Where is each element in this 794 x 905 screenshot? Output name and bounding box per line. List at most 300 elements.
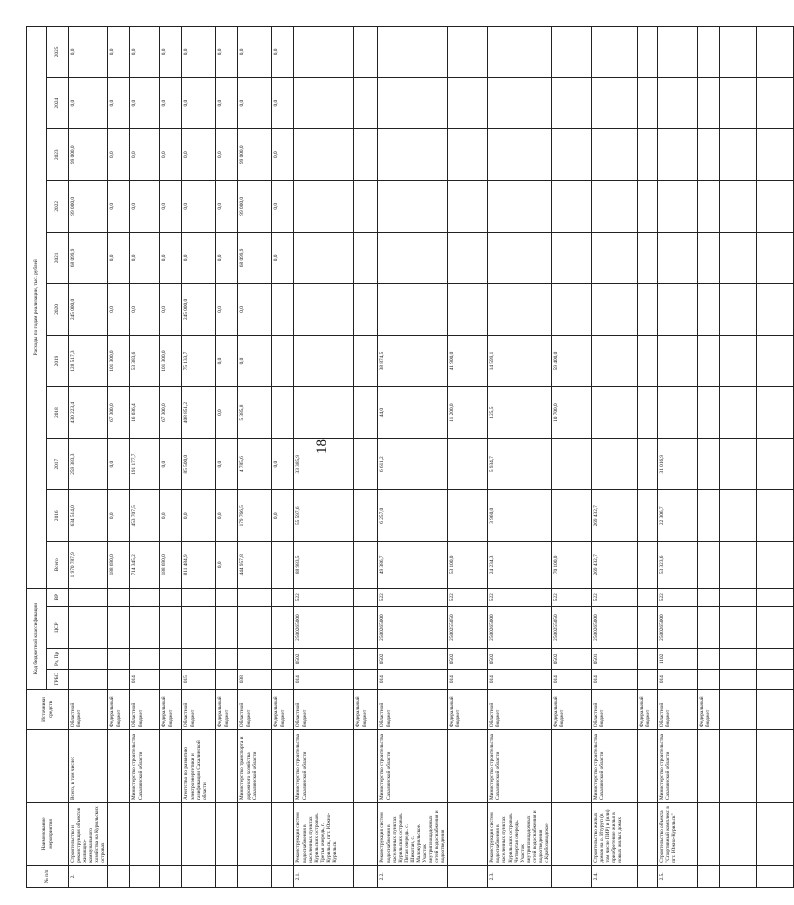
row-number-cell: [160, 865, 182, 887]
year-value-cell: 55 597,6: [294, 490, 354, 542]
year-value-cell: 0,0: [216, 232, 238, 284]
year-value-cell: [658, 27, 698, 78]
blank-cell: [757, 181, 794, 233]
year-value-cell: [448, 27, 488, 78]
executor-cell: [272, 730, 294, 803]
blank-cell: [720, 865, 757, 887]
year-value-cell: 6 257,0: [378, 490, 448, 542]
year-value-cell: [448, 284, 488, 336]
year-value-cell: [698, 438, 720, 490]
year-value-cell: [488, 27, 552, 78]
csr-cell: 2500265000: [378, 606, 448, 648]
year-value-cell: 0,0: [238, 77, 272, 129]
total-cell: 88 983,5: [294, 542, 354, 589]
csr-cell: [69, 606, 108, 648]
grbs-cell: 014: [552, 669, 592, 689]
table-row: [272, 27, 294, 888]
total-cell: [272, 542, 294, 589]
year-value-cell: 0,0: [272, 129, 294, 181]
year-value-cell: [488, 284, 552, 336]
year-value-cell: 0,0: [216, 181, 238, 233]
blank-cell: [720, 387, 757, 439]
event-name-cell: [272, 803, 294, 866]
grbs-cell: [108, 669, 130, 689]
rz-pr-cell: 0502: [378, 649, 448, 669]
year-value-cell: [552, 27, 592, 78]
blank-cell: [757, 803, 794, 866]
row-number-cell: [272, 865, 294, 887]
event-name-cell: [448, 803, 488, 866]
grbs-cell: 015: [182, 669, 216, 689]
table-row: [238, 27, 272, 888]
rz-pr-cell: [698, 649, 720, 669]
year-value-cell: [638, 387, 658, 439]
year-value-cell: 0,0: [108, 232, 130, 284]
year-value-cell: [294, 284, 354, 336]
year-value-cell: [552, 232, 592, 284]
year-value-cell: [638, 181, 658, 233]
row-number-cell: [108, 865, 130, 887]
header-bk-group: Код бюджетной классификации: [27, 588, 47, 689]
row-number-cell: 2.4.: [592, 865, 638, 887]
grbs-cell: [272, 669, 294, 689]
year-value-cell: 0,0: [69, 77, 108, 129]
year-value-cell: [552, 181, 592, 233]
total-cell: [638, 542, 658, 589]
csr-cell: [238, 606, 272, 648]
year-value-cell: 0,0: [182, 129, 216, 181]
year-value-cell: 5 385,8: [238, 387, 272, 439]
total-cell: 188 690,0: [108, 542, 130, 589]
year-value-cell: 4 785,6: [238, 438, 272, 490]
header-year: 2017: [47, 438, 69, 490]
year-value-cell: 0,0: [130, 232, 160, 284]
total-cell: [698, 542, 720, 589]
year-value-cell: [378, 181, 448, 233]
year-value-cell: 38 874,5: [378, 335, 448, 387]
header-year: 2019: [47, 335, 69, 387]
event-name-cell: Строительство объекта "Спортивный комплекс в пгт. Южно-Курильск": [658, 803, 698, 866]
year-value-cell: 14 599,1: [488, 335, 552, 387]
year-value-cell: [552, 438, 592, 490]
row-number-cell: 2.1.: [294, 865, 354, 887]
year-value-cell: [592, 335, 638, 387]
row-number-cell: [638, 865, 658, 887]
year-value-cell: [354, 490, 378, 542]
grbs-cell: [638, 669, 658, 689]
year-value-cell: 0,0: [216, 490, 238, 542]
table-row: [294, 27, 354, 888]
csr-cell: 2500265000: [592, 606, 638, 648]
year-value-cell: 0,0: [130, 284, 160, 336]
blank-cell: [720, 335, 757, 387]
row-number-cell: [182, 865, 216, 887]
year-value-cell: [698, 335, 720, 387]
vr-cell: 522: [658, 588, 698, 606]
csr-cell: [354, 606, 378, 648]
year-value-cell: [294, 77, 354, 129]
row-number-cell: [448, 865, 488, 887]
funding-source-cell: Областной бюджет: [182, 689, 216, 729]
year-value-cell: [354, 284, 378, 336]
rz-pr-cell: 0502: [294, 649, 354, 669]
rz-pr-cell: [108, 649, 130, 669]
year-value-cell: 44,0: [378, 387, 448, 439]
event-name-cell: Реконструкция систем водоснабжения в населенных пунктах Курильских островов. Третья очередь, г. Курильск, пгт. Южно-Курильск: [294, 803, 354, 866]
year-value-cell: 0,0: [130, 181, 160, 233]
row-number-cell: 2.3.: [488, 865, 552, 887]
year-value-cell: [448, 77, 488, 129]
csr-cell: 2500255050: [448, 606, 488, 648]
year-value-cell: 245 000,0: [182, 284, 216, 336]
total-cell: 70 100,0: [552, 542, 592, 589]
year-value-cell: [272, 284, 294, 336]
year-value-cell: [552, 129, 592, 181]
year-value-cell: 6 611,2: [378, 438, 448, 490]
blank-cell: [757, 232, 794, 284]
total-cell: 188 690,0: [160, 542, 182, 589]
executor-cell: Министерство строительства Сахалинской области: [592, 730, 638, 803]
year-value-cell: 0,0: [108, 490, 130, 542]
year-value-cell: 0,0: [182, 490, 216, 542]
year-value-cell: [354, 181, 378, 233]
header-year: 2016: [47, 490, 69, 542]
row-number-cell: [238, 865, 272, 887]
event-name-cell: [160, 803, 182, 866]
year-value-cell: [294, 181, 354, 233]
rz-pr-cell: [130, 649, 160, 669]
year-value-cell: 68 099,9: [69, 232, 108, 284]
year-value-cell: [354, 232, 378, 284]
year-value-cell: [488, 77, 552, 129]
year-value-cell: 259 383,3: [69, 438, 108, 490]
year-value-cell: [592, 77, 638, 129]
executor-cell: Министерство транспорта и дорожного хозяйства Сахалинской области: [238, 730, 272, 803]
table-row: [130, 27, 160, 888]
header-year: 2020: [47, 284, 69, 336]
vr-cell: [272, 588, 294, 606]
row-number-cell: 2.5.: [658, 865, 698, 887]
vr-cell: [108, 588, 130, 606]
year-value-cell: 0,0: [160, 27, 182, 78]
table-row: [448, 27, 488, 888]
funding-source-cell: Областной бюджет: [238, 689, 272, 729]
event-name-cell: Строительство и реконструкция объектов жилищно-коммунального хозяйства на Курильских островах: [69, 803, 108, 866]
year-value-cell: [552, 490, 592, 542]
vr-cell: [160, 588, 182, 606]
year-value-cell: [698, 387, 720, 439]
csr-cell: 2500265000: [488, 606, 552, 648]
blank-cell: [757, 27, 794, 78]
total-cell: 49 386,7: [378, 542, 448, 589]
funding-source-cell: Федеральный бюджет: [108, 689, 130, 729]
year-value-cell: 22 306,7: [658, 490, 698, 542]
blank-cell: [720, 438, 757, 490]
table-row: [658, 27, 698, 888]
vr-cell: 522: [488, 588, 552, 606]
blank-cell: [757, 387, 794, 439]
blank-cell: [720, 77, 757, 129]
executor-cell: [448, 730, 488, 803]
vr-cell: 522: [378, 588, 448, 606]
year-value-cell: [448, 129, 488, 181]
year-value-cell: [378, 232, 448, 284]
year-value-cell: 0,0: [160, 181, 182, 233]
year-value-cell: 0,0: [160, 129, 182, 181]
blank-row: [757, 27, 794, 888]
year-value-cell: [698, 77, 720, 129]
year-value-cell: [354, 335, 378, 387]
row-number-cell: [216, 865, 238, 887]
funding-source-cell: Федеральный бюджет: [216, 689, 238, 729]
year-value-cell: 0,0: [238, 27, 272, 78]
csr-cell: 2500265000: [658, 606, 698, 648]
table-body: [69, 27, 794, 888]
table-row: [216, 27, 238, 888]
funding-source-cell: Федеральный бюджет: [552, 689, 592, 729]
grbs-cell: [69, 669, 108, 689]
header-no: № п/п: [27, 865, 69, 887]
year-value-cell: 0,0: [160, 438, 182, 490]
event-name-cell: [182, 803, 216, 866]
year-value-cell: [638, 129, 658, 181]
csr-cell: 2500255050: [552, 606, 592, 648]
csr-cell: [108, 606, 130, 648]
csr-cell: [160, 606, 182, 648]
executor-cell: Министерство строительства Сахалинской области: [658, 730, 698, 803]
year-value-cell: 0,0: [182, 232, 216, 284]
year-value-cell: 0,0: [160, 284, 182, 336]
header-expenses-group: Расходы по годам реализации, тыс. рублей: [27, 27, 47, 589]
year-value-cell: [294, 387, 354, 439]
funding-source-cell: Федеральный бюджет: [638, 689, 658, 729]
event-name-cell: [552, 803, 592, 866]
year-value-cell: [378, 284, 448, 336]
blank-cell: [720, 649, 757, 669]
year-value-cell: [698, 284, 720, 336]
vr-cell: 522: [552, 588, 592, 606]
blank-cell: [757, 542, 794, 589]
table-row: [108, 27, 130, 888]
year-value-cell: [592, 232, 638, 284]
year-value-cell: 11 200,0: [448, 387, 488, 439]
year-value-cell: 0,0: [130, 129, 160, 181]
year-value-cell: 0,0: [272, 181, 294, 233]
year-value-cell: 0,0: [238, 284, 272, 336]
table-row: [698, 27, 720, 888]
header-funding-source: Источники средств: [27, 689, 69, 729]
year-value-cell: [638, 284, 658, 336]
grbs-cell: [160, 669, 182, 689]
executor-cell: Министерство строительства Сахалинской области: [294, 730, 354, 803]
funding-source-cell: Областной бюджет: [130, 689, 160, 729]
executor-cell: [216, 730, 238, 803]
year-value-cell: 408 851,2: [182, 387, 216, 439]
vr-cell: 522: [448, 588, 488, 606]
year-value-cell: 179 766,5: [238, 490, 272, 542]
grbs-cell: 014: [378, 669, 448, 689]
csr-cell: [216, 606, 238, 648]
rotated-page: [26, 26, 712, 888]
blank-cell: [720, 27, 757, 78]
year-value-cell: 0,0: [272, 27, 294, 78]
year-value-cell: [354, 77, 378, 129]
year-value-cell: [448, 438, 488, 490]
csr-cell: 2500265000: [294, 606, 354, 648]
year-value-cell: [698, 490, 720, 542]
vr-cell: [238, 588, 272, 606]
total-cell: 444 957,8: [238, 542, 272, 589]
header-event-name: Наименование мероприятия: [27, 803, 69, 866]
year-value-cell: 128 517,3: [69, 335, 108, 387]
year-value-cell: 0,0: [182, 77, 216, 129]
grbs-cell: [354, 669, 378, 689]
year-value-cell: 31 016,9: [658, 438, 698, 490]
year-value-cell: [294, 129, 354, 181]
event-name-cell: [698, 803, 720, 866]
year-value-cell: 245 000,0: [69, 284, 108, 336]
event-name-cell: Строительство жилых домов на о. Итуруп (в том числе ПИР) и (или) приобретение жилья в новых жилых домах: [592, 803, 638, 866]
vr-cell: [698, 588, 720, 606]
year-value-cell: 0,0: [238, 335, 272, 387]
grbs-cell: 014: [448, 669, 488, 689]
rz-pr-cell: [238, 649, 272, 669]
table-row: [488, 27, 552, 888]
rz-pr-cell: [272, 649, 294, 669]
vr-cell: 522: [294, 588, 354, 606]
header-grbs: ГРБС: [47, 669, 69, 689]
year-value-cell: 59 400,0: [552, 335, 592, 387]
total-cell: 269 432,7: [592, 542, 638, 589]
year-value-cell: [272, 387, 294, 439]
event-name-cell: [238, 803, 272, 866]
blank-row: [720, 27, 757, 888]
blank-cell: [720, 803, 757, 866]
funding-source-cell: Федеральный бюджет: [448, 689, 488, 729]
year-value-cell: [448, 490, 488, 542]
year-value-cell: [698, 232, 720, 284]
executor-cell: [552, 730, 592, 803]
year-value-cell: 0,0: [108, 181, 130, 233]
year-value-cell: 0,0: [130, 77, 160, 129]
year-value-cell: 99 000,0: [69, 181, 108, 233]
year-value-cell: 99 000,0: [238, 181, 272, 233]
year-value-cell: 67 300,0: [108, 387, 130, 439]
year-value-cell: 0,0: [182, 27, 216, 78]
funding-source-cell: Областной бюджет: [294, 689, 354, 729]
blank-cell: [720, 588, 757, 606]
grbs-cell: 014: [592, 669, 638, 689]
year-value-cell: 53 383,6: [130, 335, 160, 387]
year-value-cell: 453 707,5: [130, 490, 160, 542]
row-number-cell: 2.: [69, 865, 108, 887]
funding-source-cell: Федеральный бюджет: [160, 689, 182, 729]
blank-cell: [757, 284, 794, 336]
year-value-cell: 0,0: [108, 438, 130, 490]
year-value-cell: [488, 181, 552, 233]
event-name-cell: [108, 803, 130, 866]
year-value-cell: [638, 77, 658, 129]
year-value-cell: [552, 77, 592, 129]
header-executors: [27, 730, 69, 803]
year-value-cell: [638, 27, 658, 78]
year-value-cell: [354, 387, 378, 439]
blank-cell: [757, 865, 794, 887]
funding-source-cell: Федеральный бюджет: [698, 689, 720, 729]
header-vr: ВР: [47, 588, 69, 606]
year-value-cell: [638, 335, 658, 387]
table-row: [160, 27, 182, 888]
grbs-cell: 014: [658, 669, 698, 689]
year-value-cell: [638, 438, 658, 490]
total-cell: [354, 542, 378, 589]
year-value-cell: 0,0: [108, 77, 130, 129]
executor-cell: [108, 730, 130, 803]
year-value-cell: 99 000,0: [238, 129, 272, 181]
event-name-cell: Реконструкция систем водоснабжения в населенных пунктах Курильских островов. Четвертая очередь. Участок внутриплощадочных сетей водоснабжения и водоотведения с.Крабозаводское: [488, 803, 552, 866]
grbs-cell: 014: [294, 669, 354, 689]
header-year: 2018: [47, 387, 69, 439]
blank-cell: [720, 542, 757, 589]
vr-cell: [130, 588, 160, 606]
row-number-cell: [354, 865, 378, 887]
total-cell: 53 100,0: [448, 542, 488, 589]
csr-cell: [638, 606, 658, 648]
header-total: Всего: [47, 542, 69, 589]
table-row: [638, 27, 658, 888]
grbs-cell: [216, 669, 238, 689]
year-value-cell: [592, 284, 638, 336]
blank-cell: [757, 77, 794, 129]
table-row: [69, 27, 108, 888]
rz-pr-cell: 0502: [552, 649, 592, 669]
year-value-cell: [448, 181, 488, 233]
year-value-cell: 0,0: [160, 232, 182, 284]
blank-cell: [720, 129, 757, 181]
year-value-cell: 0,0: [108, 129, 130, 181]
header-year: 2025: [47, 27, 69, 78]
total-cell: 1 970 787,9: [69, 542, 108, 589]
year-value-cell: [354, 129, 378, 181]
year-value-cell: [552, 284, 592, 336]
header-csr: ЦСР: [47, 606, 69, 648]
blank-cell: [720, 490, 757, 542]
year-value-cell: 41 900,0: [448, 335, 488, 387]
blank-cell: [757, 606, 794, 648]
year-value-cell: 0,0: [216, 387, 238, 439]
year-value-cell: 0,0: [130, 27, 160, 78]
year-value-cell: [488, 129, 552, 181]
year-value-cell: 125,5: [488, 387, 552, 439]
funding-source-cell: Областной бюджет: [378, 689, 448, 729]
rz-pr-cell: 0501: [592, 649, 638, 669]
csr-cell: [272, 606, 294, 648]
year-value-cell: 99 000,0: [69, 129, 108, 181]
year-value-cell: 0,0: [69, 27, 108, 78]
year-value-cell: 67 300,0: [160, 387, 182, 439]
year-value-cell: [658, 387, 698, 439]
total-cell: 0,0: [216, 542, 238, 589]
event-name-cell: [216, 803, 238, 866]
year-value-cell: 68 099,9: [238, 232, 272, 284]
table-row: [378, 27, 448, 888]
total-cell: 24 234,3: [488, 542, 552, 589]
header-year: 2021: [47, 232, 69, 284]
event-name-cell: [130, 803, 160, 866]
blank-cell: [757, 669, 794, 689]
year-value-cell: 5 934,7: [488, 438, 552, 490]
year-value-cell: 0,0: [272, 438, 294, 490]
